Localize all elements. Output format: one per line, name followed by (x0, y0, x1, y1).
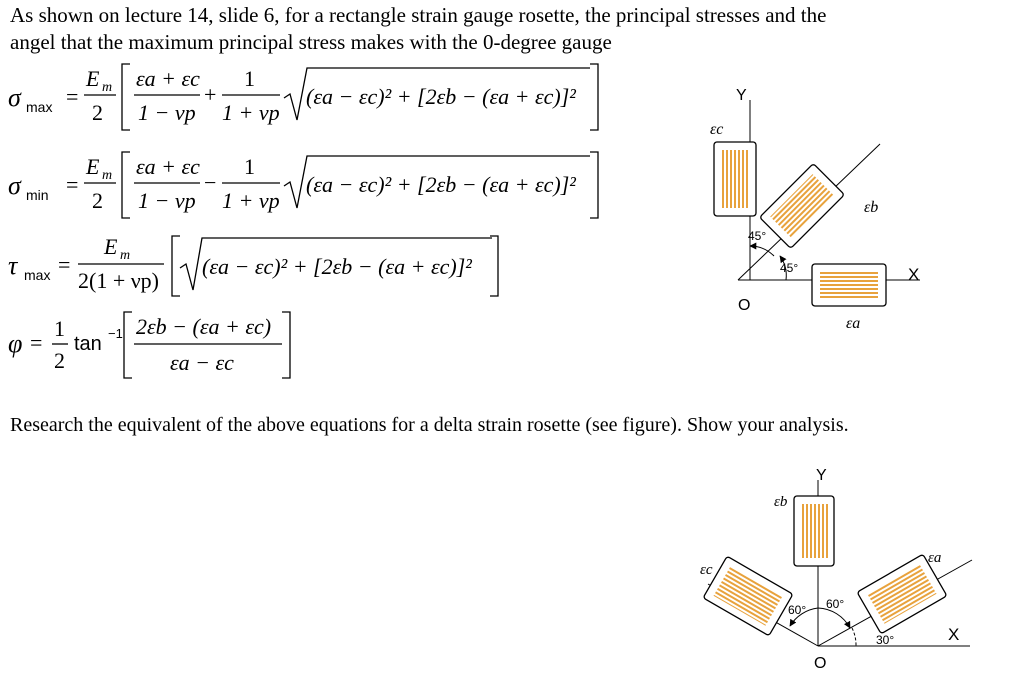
rect-axis-y-label: Y (736, 87, 747, 104)
phi-equation (8, 312, 290, 378)
sigma-min-bracket-right (590, 152, 598, 218)
phi-half-den: 2 (54, 348, 65, 373)
sigma-max-coef-num: E (86, 66, 100, 91)
sigma-min-frac1-num: εa + εc (136, 154, 200, 179)
sigma-min-frac2-num: 1 (244, 154, 255, 179)
sigma-max-frac1-num: εa + εc (136, 66, 200, 91)
sigma-min-frac2-den: 1 + νp (222, 188, 280, 213)
intro-text (10, 2, 1010, 56)
delta-angle-2-label: 60° (826, 597, 845, 611)
rectangular-rosette-figure (690, 84, 960, 344)
phi-symbol: φ (8, 329, 23, 358)
tau-max-symbol: τ (8, 251, 18, 280)
sigma-max-equals: = (66, 84, 79, 109)
rect-gauge-c (710, 121, 756, 216)
delta-gauge-a-label: εa (928, 550, 942, 566)
phi-den: εa − εc (170, 350, 234, 375)
sigma-max-frac2-den: 1 + νp (222, 100, 280, 125)
sigma-max-bracket-right (590, 64, 598, 130)
phi-bracket-right (282, 312, 290, 378)
delta-gauge-b (774, 494, 834, 566)
rect-angle-arc-1 (750, 246, 774, 256)
rect-gauge-b-label: εb (864, 199, 879, 216)
delta-gauge-c-label: εc (700, 562, 713, 578)
intro-line-1: As shown on lecture 14, slide 6, for a rectangle strain gauge rosette, the principal stresses and the (10, 3, 827, 27)
tau-max-bracket-right (490, 236, 498, 296)
phi-half-num: 1 (54, 316, 65, 341)
delta-axis-x-label: X (948, 625, 960, 644)
tau-max-equation (8, 234, 498, 296)
tau-max-radicand: (εa − εc)² + [2εb − (εa + εc)]² (202, 254, 472, 279)
sigma-max-coef-den: 2 (92, 100, 103, 125)
sigma-max-coef-sub: m (102, 80, 113, 95)
delta-rosette-figure (690, 462, 990, 690)
intro-line-2: angel that the maximum principal stress makes with the 0-degree gauge (10, 30, 612, 54)
rect-axis-x-label: X (908, 265, 920, 284)
delta-axis-y-label: Y (816, 467, 827, 484)
phi-equals: = (30, 330, 43, 355)
sigma-max-subscript: max (26, 99, 53, 115)
sigma-min-equation (8, 152, 598, 218)
phi-func: tan (74, 333, 102, 355)
question-text: Research the equivalent of the above equations for a delta strain rosette (see figure). Show your analysis. (10, 414, 849, 436)
rect-angle-2-label: 45° (780, 261, 799, 275)
equations-block (0, 58, 620, 398)
sigma-min-equals: = (66, 172, 79, 197)
tau-max-coef-sub: m (120, 248, 131, 263)
delta-angle-arc-2 (818, 608, 850, 628)
tau-max-bracket-left (172, 236, 180, 296)
sigma-min-operator: − (204, 170, 217, 195)
rect-gauge-a (812, 264, 886, 332)
tau-max-coef-den: 2(1 + νp) (78, 268, 160, 293)
sigma-max-frac2-num: 1 (244, 66, 255, 91)
delta-angle-arc-3 (852, 628, 856, 646)
sigma-max-frac1-den: 1 − νp (138, 100, 196, 125)
rect-gauge-c-label: εc (710, 121, 724, 138)
rect-origin-label: O (738, 297, 751, 314)
rect-angle-1-label: 45° (748, 229, 767, 243)
delta-angle-3-label: 30° (876, 633, 895, 647)
sigma-max-bracket-left (122, 64, 130, 130)
delta-angle-1-label: 60° (788, 603, 807, 617)
sigma-min-radicand: (εa − εc)² + [2εb − (εa + εc)]² (306, 172, 576, 197)
phi-num: 2εb − (εa + εc) (136, 314, 272, 339)
sigma-min-subscript: min (26, 187, 49, 203)
sigma-min-coef-sub: m (102, 168, 113, 183)
sigma-min-symbol: σ (8, 171, 21, 200)
rect-gauge-b (760, 164, 845, 249)
tau-max-subscript: max (24, 267, 51, 283)
sigma-min-frac1-den: 1 − νp (138, 188, 196, 213)
sigma-max-radicand: (εa − εc)² + [2εb − (εa + εc)]² (306, 84, 576, 109)
sigma-min-coef-num: E (86, 154, 100, 179)
phi-bracket-left (124, 312, 132, 378)
sigma-max-symbol: σ (8, 83, 21, 112)
tau-max-coef-num: E (104, 234, 118, 259)
phi-func-sup: −1 (108, 326, 123, 341)
rect-gauge-a-label: εa (846, 315, 861, 332)
sigma-max-equation (8, 64, 598, 130)
tau-max-equals: = (58, 252, 71, 277)
sigma-min-bracket-left (122, 152, 130, 218)
sigma-min-coef-den: 2 (92, 188, 103, 213)
delta-gauge-a (857, 554, 947, 634)
delta-origin-label: O (814, 655, 827, 672)
sigma-max-operator: + (204, 82, 217, 107)
delta-gauge-b-label: εb (774, 494, 788, 510)
